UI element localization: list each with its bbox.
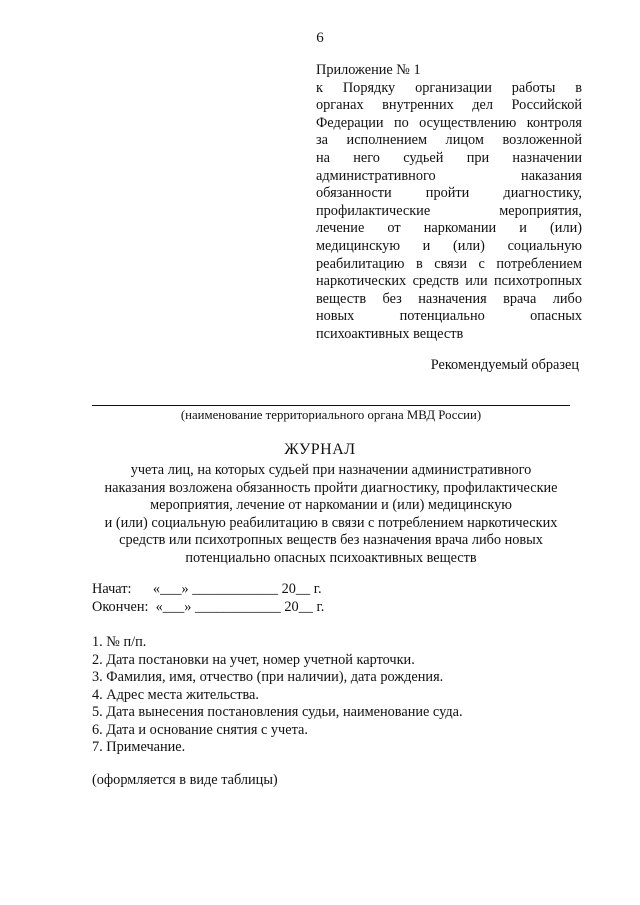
appendix-line: Федерации по осуществлению контроля [316,114,582,131]
subtitle-line: мероприятия, лечение от наркомании и (или) медицинскую [150,497,512,514]
field-item: 2. Дата постановки на учет, номер учетной карточки. [92,651,415,668]
field-item: 1. № п/п. [92,634,147,650]
field-item: 5. Дата вынесения постановления судьи, наименование суда. [92,704,463,720]
table-format-note: (оформляется в виде таблицы) [92,772,278,788]
appendix-line: психоактивных веществ [316,325,464,342]
appendix-line: реабилитацию в связи с потреблением [316,255,582,272]
finished-date-line: Окончен: «___» ____________ 20__ г. [92,599,325,615]
field-item: 3. Фамилия, имя, отчество (при наличии), дата рождения. [92,669,444,685]
field-item: 7. Примечание. [92,739,186,755]
appendix-line: обязанности пройти диагностику, [316,185,582,202]
page-number: 6 [316,30,324,46]
journal-subtitle [90,462,572,568]
appendix-line: к Порядку организации работы в [316,79,582,96]
field-item: 4. Адрес места жительства. [92,686,259,703]
journal-dates [92,580,324,616]
appendix-line: за исполнением лицом возложенной [316,132,582,149]
org-name-line [92,405,570,406]
subtitle-line: средств или психотропных веществ без назначения врача либо новых [119,532,543,549]
appendix-line: на него судьей при назначении [316,149,582,166]
subtitle-line: наказания возложена обязанность пройти диагностику, профилактические [104,479,558,496]
field-item: 6. Дата и основание снятия с учета. [92,721,308,738]
org-name-caption: (наименование территориального органа МВД России) [180,408,482,422]
started-date-line: Начат: «___» ____________ 20__ г. [92,581,322,597]
subtitle-line: и (или) социальную реабилитацию в связи с потреблением наркотических [104,514,558,531]
appendix-block [316,62,582,344]
appendix-line: лечение от наркомании и (или) [316,220,582,237]
recommended-sample-label: Рекомендуемый образец [430,357,579,373]
appendix-line: медицинскую и (или) социальную [316,237,582,254]
subtitle-line: потенциально опасных психоактивных веществ [185,549,477,566]
appendix-line: веществ без назначения врача либо [316,290,582,307]
appendix-line: органах внутренних дел Российской [316,97,582,114]
appendix-line: наркотических средств или психотропных [316,273,582,290]
appendix-line: административного наказания [316,167,582,184]
appendix-line: профилактические мероприятия, [316,202,582,219]
appendix-line: новых потенциально опасных [316,308,582,325]
journal-title: ЖУРНАЛ [284,441,356,458]
subtitle-line: учета лиц, на которых судьей при назначении административного [130,462,532,478]
appendix-title: Приложение № 1 [316,62,421,78]
journal-fields-list [92,634,463,757]
